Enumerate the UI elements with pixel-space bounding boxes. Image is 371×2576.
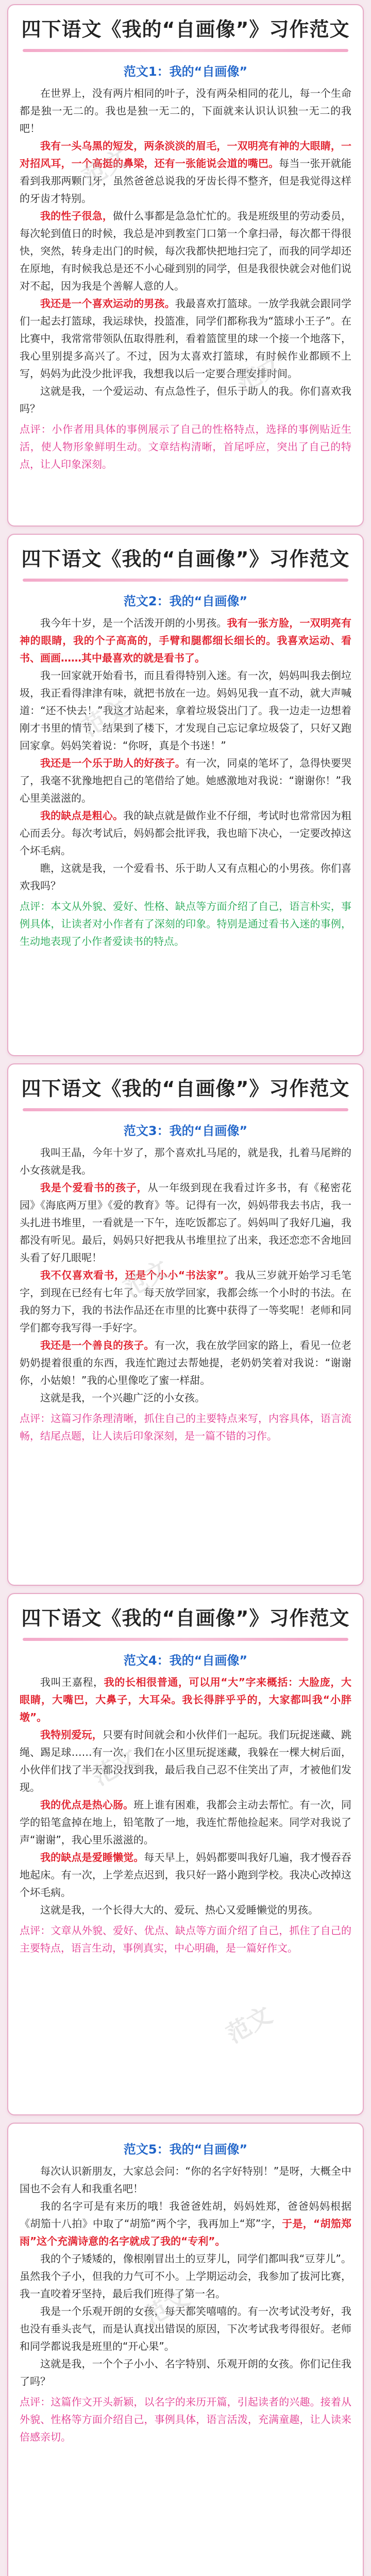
commentary: 点评：小作者用具体的事例展示了自己的性格特点，选择的事例贴近生活，使人物形象鲜明生动。文章结构清晰，首尾呼应，突出了自己的特点，让人印象深刻。 bbox=[20, 423, 351, 470]
paragraph bbox=[20, 207, 351, 295]
paragraph: 这就是我，一个个子小小、名字特别、乐观开朗的女孩。你们记住我了吗？ bbox=[20, 2358, 351, 2387]
paragraph: 这就是我，一个爱运动、有点急性子，但乐于助人的我。你们喜欢我吗？ bbox=[20, 385, 351, 415]
watermark: 范文 bbox=[119, 1255, 174, 1302]
paragraph: 我是一个乐观开朗的女孩，每天都笑嘻嘻的。有一次考试没考好，我也没有垂头丧气，而是认真找出错误的原因，下次考试我考得很好。老师和同学都说我是班里的“开心果”。 bbox=[20, 2305, 351, 2352]
paragraph bbox=[20, 2197, 351, 2250]
highlight-text: 我的缺点是粗心。 bbox=[40, 809, 124, 822]
essay-subtitle: 范文3：我的“自画像” bbox=[123, 1124, 248, 1138]
paragraph bbox=[20, 1673, 351, 1726]
highlight-text: 我有一头乌黑的短发，两条淡淡的眉毛，一双明亮有神的大眼睛，一对招风耳，一个高挺的鼻梁，还有一张能说会道的嘴巴。 bbox=[20, 140, 351, 170]
card-title: 四下语文《我的“自画像”》习作范文 bbox=[21, 1077, 350, 1100]
title-divider bbox=[23, 49, 349, 52]
paragraph bbox=[20, 1796, 351, 1849]
paragraph: 在世界上，没有两片相同的叶子，没有两朵相同的花儿，每一个生命都是独一无二的。我也是独一无二的，下面就来认识认识独一无二的我吧！ bbox=[20, 87, 351, 134]
paragraph-text: 班上谁有困难，我都会主动去帮忙。有一次，同学的铅笔盒掉在地上，铅笔散了一地，我连忙帮他捡起来。同学对我说了声“谢谢”，我心里乐滋滋的。 bbox=[20, 1799, 352, 1846]
paragraph-text: 有一次，同桌的笔坏了，急得快要哭了，我毫不犹豫地把自己的笔借给了她。她感激地对我说：“谢谢你！”我心里美滋滋的。 bbox=[20, 757, 352, 804]
essay-card-3 bbox=[7, 1063, 364, 1586]
paragraph-text: 我的名字可是有来历的哦！我爸爸姓胡，妈妈姓郑，爸爸妈妈根据《胡笳十八拍》中取了“胡笳”两个字，我再加上“郑”字， bbox=[20, 2200, 351, 2230]
paragraph-text: 只要有时间就会和小伙伴们一起玩。我们玩捉迷藏、跳绳、踢足球……有一次，我们在小区里玩捉迷藏，我躲在一棵大树后面，小伙伴们找了半天都没找到我，最后我自己忍不住笑出了声，才被他们发现。 bbox=[20, 1728, 352, 1793]
highlight-text: 我有一张方脸，一双明亮有神的眼睛，我的个子高高的，手臂和腿都细长细长的。我喜欢运动、看书、画画……其中最喜欢的就是看书了。 bbox=[20, 617, 352, 664]
watermark: 范文 bbox=[88, 1743, 143, 1791]
title-divider bbox=[23, 1638, 349, 1641]
essay-subtitle: 范文2：我的“自画像” bbox=[123, 594, 248, 608]
paragraph: 这就是我，一个兴趣广泛的小女孩。 bbox=[40, 1392, 205, 1404]
commentary: 点评：这篇习作条理清晰，抓住自己的主要特点来写，内容具体，语言流畅，结尾点题，让人读后印象深刻，是一篇不错的习作。 bbox=[20, 1412, 351, 1442]
paragraph-text: 我叫王嘉程， bbox=[40, 1676, 104, 1688]
paragraph bbox=[20, 1336, 351, 1389]
paragraph-text: 有一次，我在放学回家的路上，看见一位老奶奶提着很重的东西，我连忙跑过去帮她提，老奶奶笑着对我说：“谢谢你，小姑娘！”我的心里像吃了蜜一样甜。 bbox=[20, 1339, 352, 1386]
highlight-text: 我还是一个乐于助人的好孩子。 bbox=[40, 757, 185, 769]
essay-subtitle: 范文1：我的“自画像” bbox=[123, 64, 248, 79]
essay-card-4 bbox=[7, 1593, 364, 2115]
paragraph-text: 我从三岁就开始学习毛笔字，到现在已经有七年了。每天放学回家，我都会练一个小时的书法。在我的努力下，我的书法作品还在市里的比赛中获得了一等奖呢！老师和同学们都夸我写得一手好字。 bbox=[20, 1269, 351, 1334]
watermark: 范文 bbox=[222, 2001, 277, 2048]
paragraph bbox=[20, 295, 351, 382]
highlight-text: 我特别爱玩， bbox=[40, 1728, 103, 1741]
commentary: 点评：文章从外貌、爱好、优点、缺点等方面介绍了自己，抓住了自己的主要特点，语言生动，事例真实，中心明确，是一篇好作文。 bbox=[20, 1924, 351, 1954]
paragraph: 我的个子矮矮的，像根刚冒出土的豆芽儿，同学们都叫我“豆芽儿”。虽然我个子小，但我的力气可不小。上学期运动会，我参加了拔河比赛，我一直咬着牙坚持，最后我们班得了第一名。 bbox=[20, 2252, 351, 2300]
card-title: 四下语文《我的“自画像”》习作范文 bbox=[21, 1607, 350, 1630]
paragraph bbox=[20, 1849, 351, 1901]
highlight-text: 我还是一个喜欢运动的男孩。 bbox=[40, 297, 175, 310]
highlight-text: 我的缺点是爱睡懒觉。 bbox=[40, 1851, 144, 1863]
watermark: 范文 bbox=[139, 2283, 194, 2331]
highlight-text: 于是，“胡笳郑雨”这个充满诗意的名字就成了我的“专利”。 bbox=[20, 2217, 351, 2247]
card-title: 四下语文《我的“自画像”》习作范文 bbox=[21, 548, 350, 570]
paragraph-text: 我的缺点就是做作业不仔细，考试时也常常因为粗心而丢分。每次考试后，妈妈都会批评我，我也暗下决心，一定要改掉这个坏毛病。 bbox=[20, 809, 352, 857]
paragraph bbox=[20, 137, 351, 207]
watermark: 范文 bbox=[232, 350, 287, 398]
commentary: 点评：本文从外貌、爱好、性格、缺点等方面介绍了自己，语言朴实，事例具体，让读者对小作者有了深刻的印象。特别是通过看书入迷的事例，生动地表现了小作者爱读书的特点。 bbox=[20, 900, 351, 947]
essay-subtitle: 范文4：我的“自画像” bbox=[123, 1653, 248, 1668]
paragraph bbox=[20, 807, 351, 859]
paragraph-text: 每当一张开就能看到我那两颗门牙，虽然爸爸总说我的牙齿长得不整齐，但是我觉得这样的牙齿才特别。 bbox=[20, 157, 352, 205]
paragraph: 每次认识新朋友，大家总会问：“你的名字好特别！”是呀，大概全中国也不会有人和我重名吧！ bbox=[20, 2165, 351, 2195]
essay-card-2 bbox=[7, 534, 364, 1056]
highlight-text: 我的优点是热心肠。 bbox=[40, 1799, 134, 1811]
highlight-text: 我的性子很急， bbox=[40, 210, 113, 222]
paragraph: 我叫王晶，今年十岁了，那个喜欢扎马尾的，就是我，扎着马尾辫的小女孩就是我。 bbox=[20, 1146, 351, 1176]
paragraph bbox=[20, 1726, 351, 1796]
card-title: 四下语文《我的“自画像”》习作范文 bbox=[21, 18, 350, 41]
paragraph bbox=[20, 1266, 351, 1336]
essay-subtitle: 范文5：我的“自画像” bbox=[123, 2142, 248, 2157]
essay-card-5 bbox=[7, 2123, 364, 2576]
paragraph bbox=[20, 1179, 351, 1266]
highlight-text: 我还是一个善良的孩子。 bbox=[40, 1339, 155, 1351]
paragraph-text: 我今年十岁，是一个活泼开朗的小男孩。 bbox=[40, 617, 227, 629]
paragraph-text: 从一年级到现在我看过许多书，有《秘密花园》《海底两万里》《爱的教育》等。记得有一次，妈妈带我去书店，我一头扎进书堆里，一看就是一下午，连吃饭都忘了。妈妈叫了我好几遍，我都没有听见。最后，妈妈只好把我从书堆里拉了出来，我还恋恋不舍地回头看了好几眼呢！ bbox=[20, 1181, 352, 1264]
title-divider bbox=[23, 579, 349, 582]
paragraph: 我一回家就开始看书，而且看得特别入迷。有一次，妈妈叫我去倒垃圾，我正看得津津有味，就把书放在一边。妈妈见我一直不动，就大声喊道：“还不快去！”我这才站起来，拿着垃圾袋出门了。我一边走一边想着刚才书里的情节，结果到了楼下，才发现自己忘记拿垃圾袋了，只好又跑回家拿。妈妈笑着说：“你呀，真是个书迷！” bbox=[20, 669, 351, 752]
commentary: 点评：这篇作文开头新颖，以名字的来历开篇，引起读者的兴趣。接着从外貌、性格等方面介绍自己，事例具体，语言活泼，充满童趣，让人读来倍感亲切。 bbox=[20, 2396, 351, 2443]
highlight-text: 我是个爱看书的孩子， bbox=[40, 1181, 148, 1194]
paragraph-text: 做什么事都是急急忙忙的。我是班级里的劳动委员，每次轮到值日的时候，我总是冲到教室门口第一个拿扫帚，每次都干得很快，突然，转身走出门的时候，每次我都快把地扫完了，而我的同学却还在原地，有时候我总是还不小心碰到别的同学，但是我很快就会对他们说对不起，因为我是个善解人意的人。 bbox=[20, 210, 352, 292]
paragraph bbox=[20, 754, 351, 807]
paragraph: 瞧，这就是我，一个爱看书、乐于助人又有点粗心的小男孩。你们喜欢我吗？ bbox=[20, 862, 351, 892]
watermark: 范文 bbox=[77, 144, 132, 192]
essay-card-1 bbox=[7, 4, 364, 527]
title-divider bbox=[23, 1108, 349, 1111]
paragraph: 这就是我，一个长得大大的、爱玩、热心又爱睡懒觉的男孩。 bbox=[40, 1904, 318, 1916]
watermark: 范文 bbox=[77, 694, 132, 742]
highlight-text: 我不仅喜欢看书，还是个小小“书法家”。 bbox=[40, 1269, 235, 1281]
paragraph-text: 我最喜欢打篮球。一放学我就会跟同学们一起去打篮球，我运球快，投篮准，同学们都称我为“篮球小王子”。在比赛中，我常常带领队伍取得胜利，看着篮筐里的球一个接一个地落下，我心里别提多高兴了。不过，因为太喜欢打篮球，有时候作业都顾不上写，妈妈为此没少批评我，我想我以后一定要合理安排时间。 bbox=[20, 297, 352, 380]
paragraph-text: 每天早上，妈妈都要叫我好几遍，我才慢吞吞地起床。有一次，上学差点迟到，我只好一路小跑到学校。我决心改掉这个坏毛病。 bbox=[20, 1851, 352, 1899]
highlight-text: 我的长相很普通，可以用“大”字来概括：大脸庞，大眼睛，大嘴巴，大鼻子，大耳朵。我长得胖乎乎的，大家都叫我“小胖墩”。 bbox=[20, 1676, 352, 1723]
paragraph bbox=[20, 614, 351, 667]
